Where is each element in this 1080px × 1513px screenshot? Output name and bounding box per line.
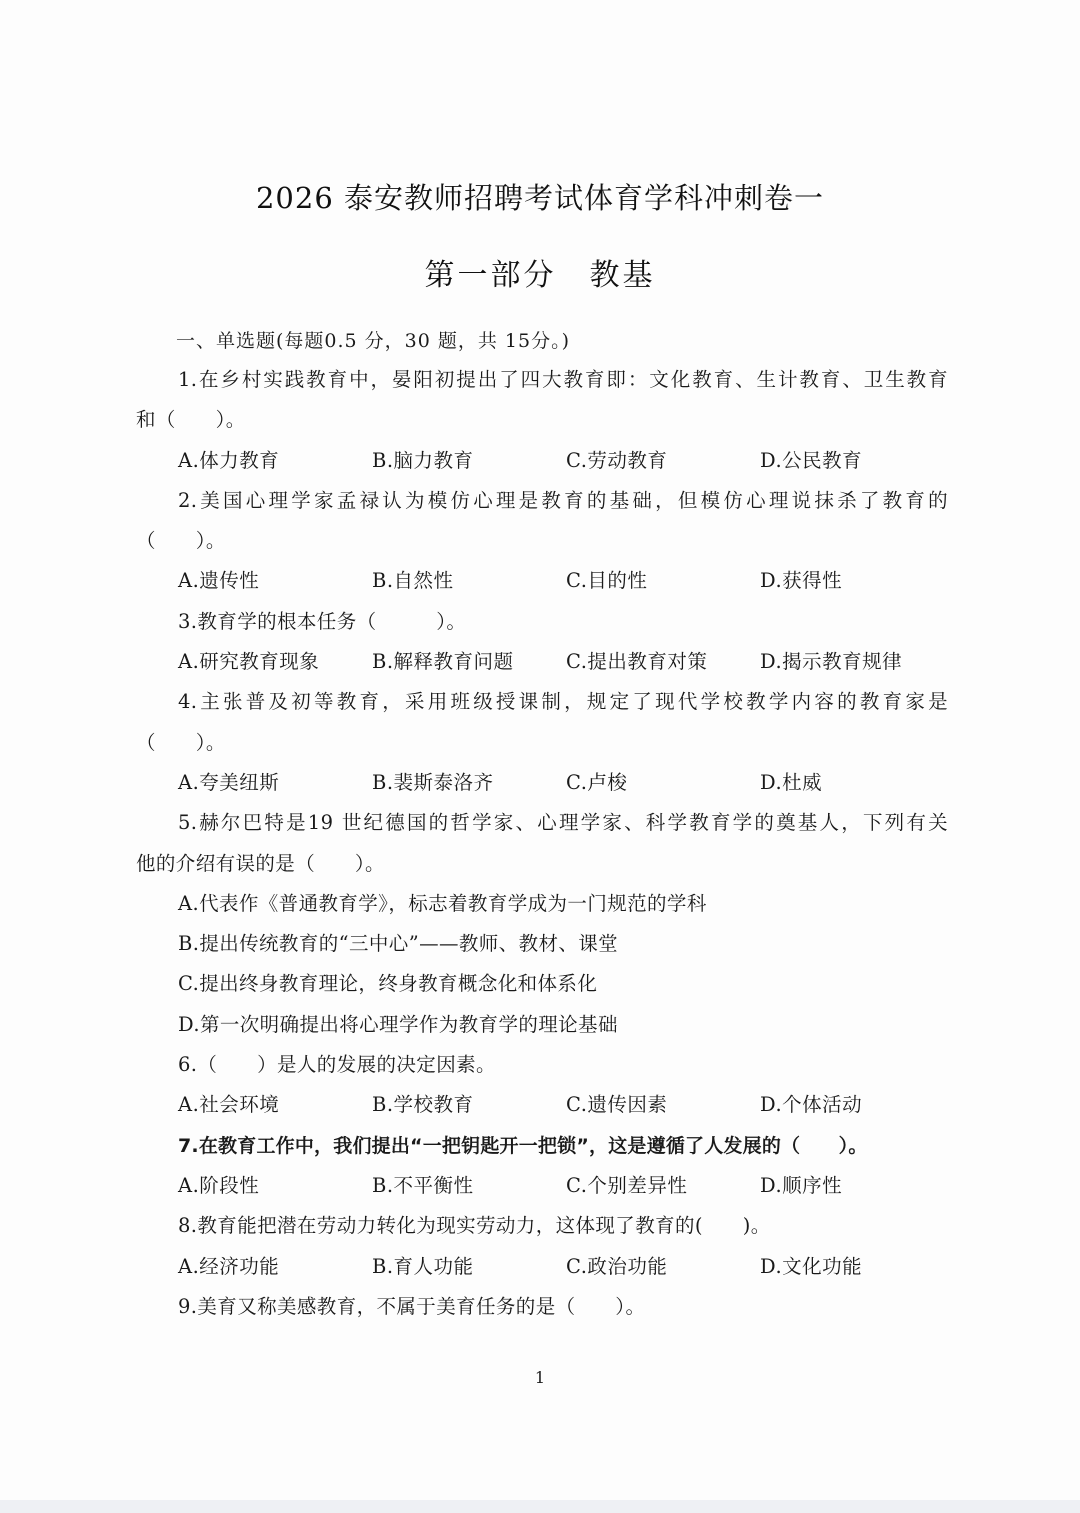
question-6-option-c: C.遗传因素 <box>566 1093 668 1117</box>
page-number: 1 <box>534 1368 546 1387</box>
question-5-stem: 5.赫尔巴特是19 世纪德国的哲学家、心理学家、科学教育学的奠基人，下列有关 <box>178 811 948 835</box>
exam-title: 2026 泰安教师招聘考试体育学科冲刺卷一 <box>255 181 825 215</box>
question-1-option-b: B.脑力教育 <box>372 448 474 472</box>
question-1-option-c: C.劳动教育 <box>566 448 668 472</box>
question-7-options <box>136 1166 948 1206</box>
question-6-option-b: B.学校教育 <box>372 1093 474 1117</box>
question-8-option-d: D.文化功能 <box>760 1254 863 1278</box>
question-3-option-a: A.研究教育现象 <box>178 650 320 674</box>
question-3-options <box>136 642 948 682</box>
question-2-option-b: B.自然性 <box>372 569 454 593</box>
question-4-option-c: C.卢梭 <box>566 770 628 794</box>
question-4-options <box>136 763 948 803</box>
scan-edge <box>0 1500 1080 1513</box>
question-6-options <box>136 1085 948 1125</box>
question-2-stem-cont: （ ）。 <box>136 529 226 553</box>
question-3-option-c: C.提出教育对策 <box>566 650 708 674</box>
question-1-stem: 1.在乡村实践教育中，晏阳初提出了四大教育即：文化教育、生计教育、卫生教育 <box>178 368 948 391</box>
question-4-option-a: A.夸美纽斯 <box>178 770 280 794</box>
question-2-option-c: C.目的性 <box>566 569 648 593</box>
question-2-options <box>136 561 948 601</box>
section-heading: 一、单选题(每题0.5 分，30 题，共 15分。) <box>176 330 571 352</box>
question-4-option-b: B.裴斯泰洛齐 <box>372 770 494 794</box>
question-4-option-d: D.杜威 <box>760 770 823 794</box>
question-3-option-b: B.解释教育问题 <box>372 650 514 674</box>
question-1-options <box>136 441 948 481</box>
part-title: 第一部分 教基 <box>424 258 656 293</box>
question-7-option-c: C.个别差异性 <box>566 1173 688 1197</box>
question-9-stem: 9.美育又称美感教育，不属于美育任务的是（ ）。 <box>178 1294 646 1318</box>
question-2-option-d: D.获得性 <box>760 569 843 593</box>
question-2-option-a: A.遗传性 <box>178 569 260 593</box>
question-6-option-a: A.社会环境 <box>178 1093 280 1117</box>
question-5-option-b: B.提出传统教育的“三中心”——教师、教材、课堂 <box>178 932 619 956</box>
question-1-option-d: D.公民教育 <box>760 448 863 472</box>
question-6-stem: 6.（ ）是人的发展的决定因素。 <box>178 1053 496 1077</box>
question-4-stem-cont: （ ）。 <box>136 730 226 754</box>
question-6-option-d: D.个体活动 <box>760 1093 863 1117</box>
question-5-option-c: C.提出终身教育理论，终身教育概念化和体系化 <box>178 972 598 996</box>
question-8-stem: 8.教育能把潜在劳动力转化为现实劳动力，这体现了教育的( )。 <box>178 1214 771 1238</box>
question-7-stem: 7.在教育工作中，我们提出“一把钥匙开一把锁”，这是遵循了人发展的（ ）。 <box>178 1134 868 1157</box>
question-7-option-a: A.阶段性 <box>178 1173 260 1197</box>
question-list <box>136 360 948 1327</box>
question-3-stem: 3.教育学的根本任务（ ）。 <box>178 609 467 633</box>
question-5-option-d: D.第一次明确提出将心理学作为教育学的理论基础 <box>178 1012 618 1036</box>
question-5-stem-cont: 他的介绍有误的是（ ）。 <box>136 851 385 875</box>
question-7-option-b: B.不平衡性 <box>372 1173 474 1197</box>
question-8-option-c: C.政治功能 <box>566 1254 668 1278</box>
question-8-option-b: B.育人功能 <box>372 1254 474 1278</box>
question-1-option-a: A.体力教育 <box>178 448 280 472</box>
question-7-option-d: D.顺序性 <box>760 1173 843 1197</box>
question-2-stem: 2.美国心理学家孟禄认为模仿心理是教育的基础，但模仿心理说抹杀了教育的 <box>178 488 948 512</box>
question-8-options <box>136 1247 948 1287</box>
question-3-option-d: D.揭示教育规律 <box>760 650 903 674</box>
question-4-stem: 4.主张普及初等教育，采用班级授课制，规定了现代学校教学内容的教育家是 <box>178 690 948 714</box>
question-8-option-a: A.经济功能 <box>178 1254 280 1278</box>
question-1-stem-cont: 和（ ）。 <box>136 408 246 432</box>
question-5-option-a: A.代表作《普通教育学》，标志着教育学成为一门规范的学科 <box>178 891 707 915</box>
